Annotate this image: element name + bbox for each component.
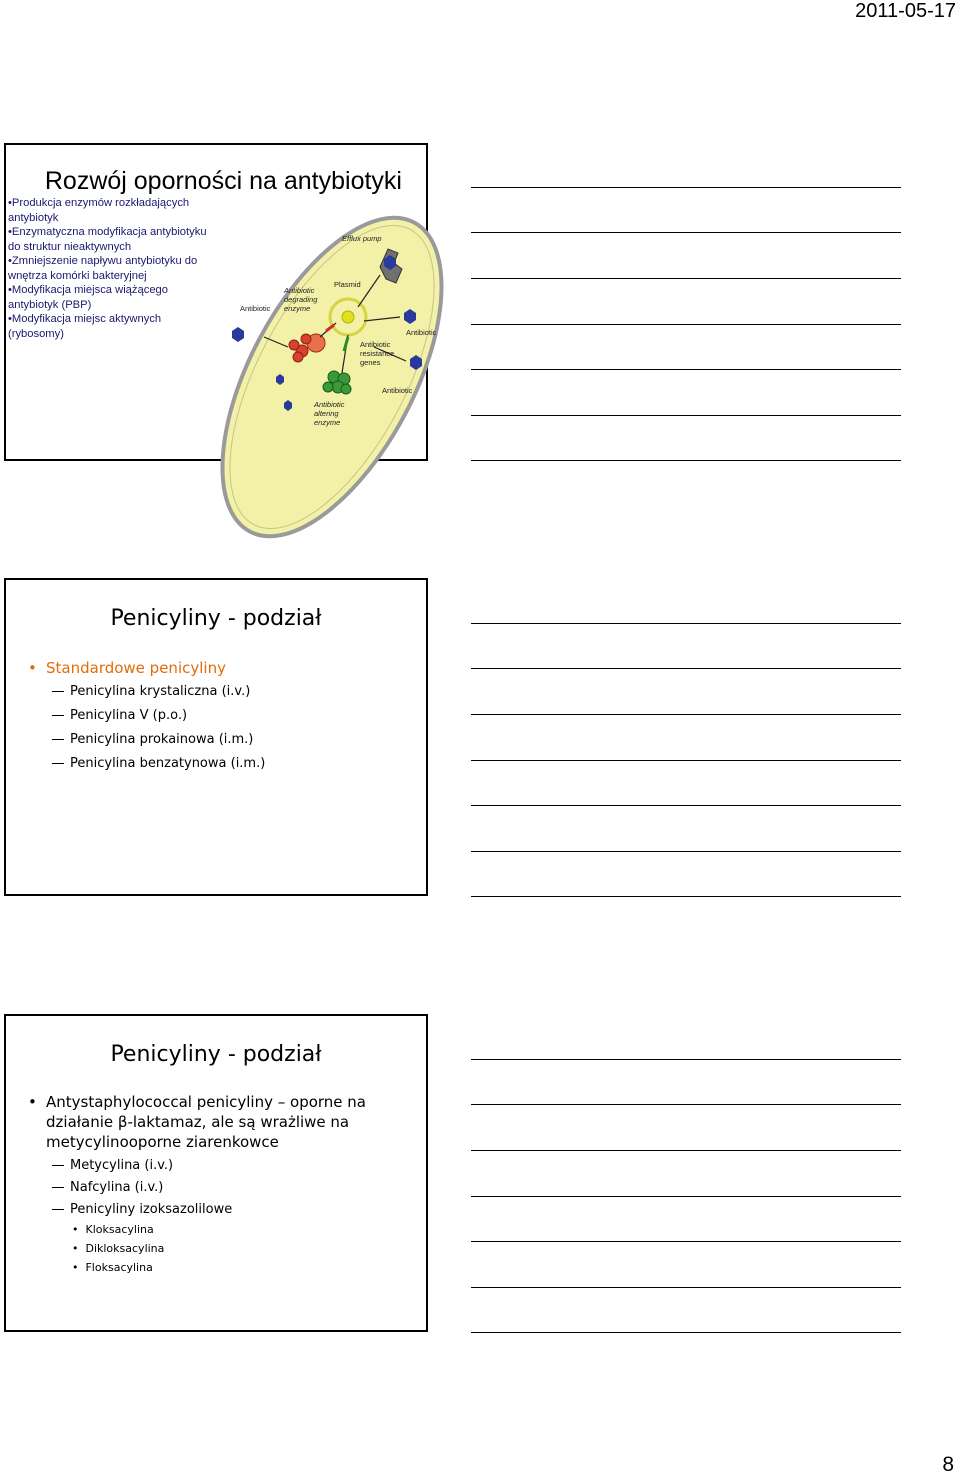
list-item <box>52 732 253 747</box>
note-line <box>471 1059 901 1060</box>
note-line <box>471 187 901 188</box>
note-line <box>471 1241 901 1242</box>
note-line <box>471 714 901 715</box>
list-item <box>52 1202 232 1217</box>
note-line <box>471 324 901 325</box>
dash-icon <box>52 715 64 716</box>
slide-2-bullet-text: Standardowe penicyliny <box>46 659 226 677</box>
sub-list-item-text: Kloksacylina <box>85 1223 154 1236</box>
resistance-genes-label-2: resistance <box>360 349 395 358</box>
sub-list-item-text: Dikloksacylina <box>85 1242 165 1255</box>
degrading-enzyme-label-2: degrading <box>284 295 318 304</box>
efflux-pump-label: Efflux pump <box>342 234 382 243</box>
note-line <box>471 623 901 624</box>
sub-list-item <box>72 1223 154 1236</box>
slide-3-title: Penicyliny - podział <box>110 1042 322 1067</box>
bullet-icon: • <box>72 1223 86 1236</box>
note-line <box>471 896 901 897</box>
slide-2 <box>4 578 428 896</box>
slide-3-bullet-line: działanie β-laktamaz, ale są wrażliwe na <box>46 1113 350 1131</box>
note-line <box>471 760 901 761</box>
note-line <box>471 1104 901 1105</box>
list-item-text: Metycylina (i.v.) <box>70 1158 174 1173</box>
dash-icon <box>52 1165 64 1166</box>
note-line <box>471 805 901 806</box>
note-line <box>471 851 901 852</box>
note-line <box>471 1332 901 1333</box>
antibiotic-label-right-top: Antibiotic <box>406 328 437 337</box>
slide-1 <box>4 143 437 461</box>
list-item: •Zmniejszenie napływu antybiotyku do wnętrza komórki bakteryjnej <box>8 255 198 282</box>
slide-3-bullet-line: Antystaphylococcal penicyliny – oporne na <box>46 1093 366 1111</box>
list-item-text: Nafcylina (i.v.) <box>70 1180 164 1195</box>
altering-enzyme-label-3: enzyme <box>314 418 341 427</box>
list-item-text: Penicylina V (p.o.) <box>70 708 188 723</box>
altering-enzyme-label-2: altering <box>314 409 339 418</box>
bullet-icon: • <box>72 1242 86 1255</box>
note-line <box>471 369 901 370</box>
note-line <box>471 1196 901 1197</box>
plasmid-label: Plasmid <box>334 280 361 289</box>
note-line <box>471 1150 901 1151</box>
note-line <box>471 460 901 461</box>
degrading-enzyme-label-3: enzyme <box>284 304 311 313</box>
dash-icon <box>52 1209 64 1210</box>
list-item: •Modyfikacja miejsc aktywnych (rybosomy) <box>8 313 162 340</box>
bullet-icon: • <box>28 659 37 677</box>
list-item: •Modyfikacja miejsca wiążącego antybiotyk (PBP) <box>8 284 168 311</box>
dash-icon <box>52 1187 64 1188</box>
note-line <box>471 232 901 233</box>
note-line <box>471 415 901 416</box>
note-line <box>471 278 901 279</box>
resistance-genes-label-1: Antibiotic <box>360 340 391 349</box>
list-item <box>52 1158 173 1173</box>
list-item <box>52 708 187 723</box>
list-item-text: Penicylina prokainowa (i.m.) <box>70 732 254 747</box>
slide-1-title: Rozwój oporności na antybiotyki <box>44 167 402 195</box>
slide-3 <box>4 1014 428 1332</box>
slide-2-title: Penicyliny - podział <box>110 606 322 631</box>
list-item-text: Penicylina krystaliczna (i.v.) <box>70 684 251 699</box>
note-line <box>471 1287 901 1288</box>
antibiotic-label-left: Antibiotic <box>240 304 271 313</box>
list-item: •Produkcja enzymów rozkładających antybiotyk <box>8 197 190 224</box>
list-item <box>52 1180 163 1195</box>
header-date: 2011-05-17 <box>855 0 956 22</box>
slide-3-bullet <box>28 1092 366 1152</box>
dash-icon <box>52 763 64 764</box>
list-item-text: Penicyliny izoksazolilowe <box>70 1202 233 1217</box>
bullet-icon: • <box>72 1261 86 1274</box>
note-line <box>471 668 901 669</box>
list-item-text: Penicylina benzatynowa (i.m.) <box>70 756 266 771</box>
list-item <box>52 756 265 771</box>
list-item <box>52 684 250 699</box>
sub-list-item <box>72 1261 153 1274</box>
degrading-enzyme-label-1: Antibiotic <box>284 286 315 295</box>
sub-list-item-text: Floksacylina <box>85 1261 153 1274</box>
sub-list-item <box>72 1242 164 1255</box>
page-number: 8 <box>942 1453 954 1476</box>
slide-3-bullet-line: metycylinooporne ziarenkowce <box>46 1133 279 1151</box>
bullet-icon: • <box>28 1093 37 1111</box>
slide-1-bullet-list <box>8 196 220 341</box>
bacterial-cell-diagram <box>224 227 437 463</box>
resistance-genes-label-3: genes <box>360 358 381 367</box>
altering-enzyme-label-1: Antibiotic <box>314 400 345 409</box>
dash-icon <box>52 691 64 692</box>
list-item: •Enzymatyczna modyfikacja antybiotyku do struktur nieaktywnych <box>8 226 207 253</box>
dash-icon <box>52 739 64 740</box>
slide-2-bullet <box>28 658 226 678</box>
antibiotic-label-right-bottom: Antibiotic <box>382 386 413 395</box>
